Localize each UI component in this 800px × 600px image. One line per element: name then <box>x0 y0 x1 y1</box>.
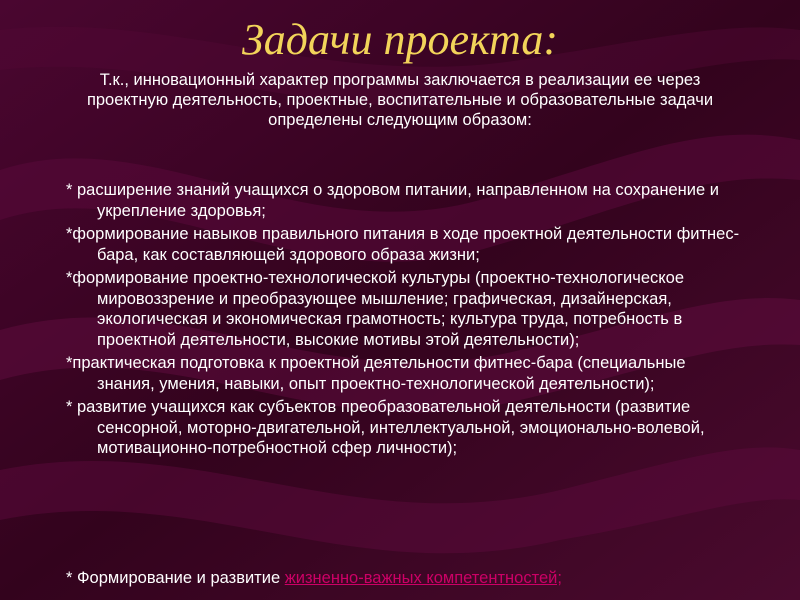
competencies-link[interactable]: жизненно-важных компетентностей; <box>284 569 562 587</box>
task-item: *формирование навыков правильного питания в ходе проектной деятельности фитнес-бара, как составляющей здорового образа жизни; <box>66 225 740 264</box>
intro-paragraph: Т.к., инновационный характер программы заключается в реализации ее через проектную деятельность, проектные, воспитательные и образовательные задачи определены следующим образом: <box>86 71 714 129</box>
last-task-text: * Формирование и развитие <box>66 569 285 587</box>
task-item: *практическая подготовка к проектной деятельности фитнес-бара (специальные знания, умения, навыки, опыт проектно-технологической деятельности); <box>66 354 686 393</box>
task-list <box>66 180 746 462</box>
slide-title: Задачи проекта: <box>242 15 558 64</box>
task-item: * расширение знаний учащихся о здоровом питании, направленном на сохранение и укрепление здоровья; <box>66 181 719 220</box>
task-item-last <box>66 568 562 588</box>
task-item: * развитие учащихся как субъектов преобразовательной деятельности (развитие сенсорной, моторно-двигательной, интеллектуальной, эмоционально-волевой, мотивационно-потребностной сфер личности); <box>66 398 705 457</box>
task-item: *формирование проектно-технологической культуры (проектно-технологическое мировоззрение и преобразующее мышление; графическая, дизайнерская, экологическая и экономическая грамотность; культура труда, потребность в проектной деятельности, высокие мотивы этой деятельности); <box>66 269 685 349</box>
